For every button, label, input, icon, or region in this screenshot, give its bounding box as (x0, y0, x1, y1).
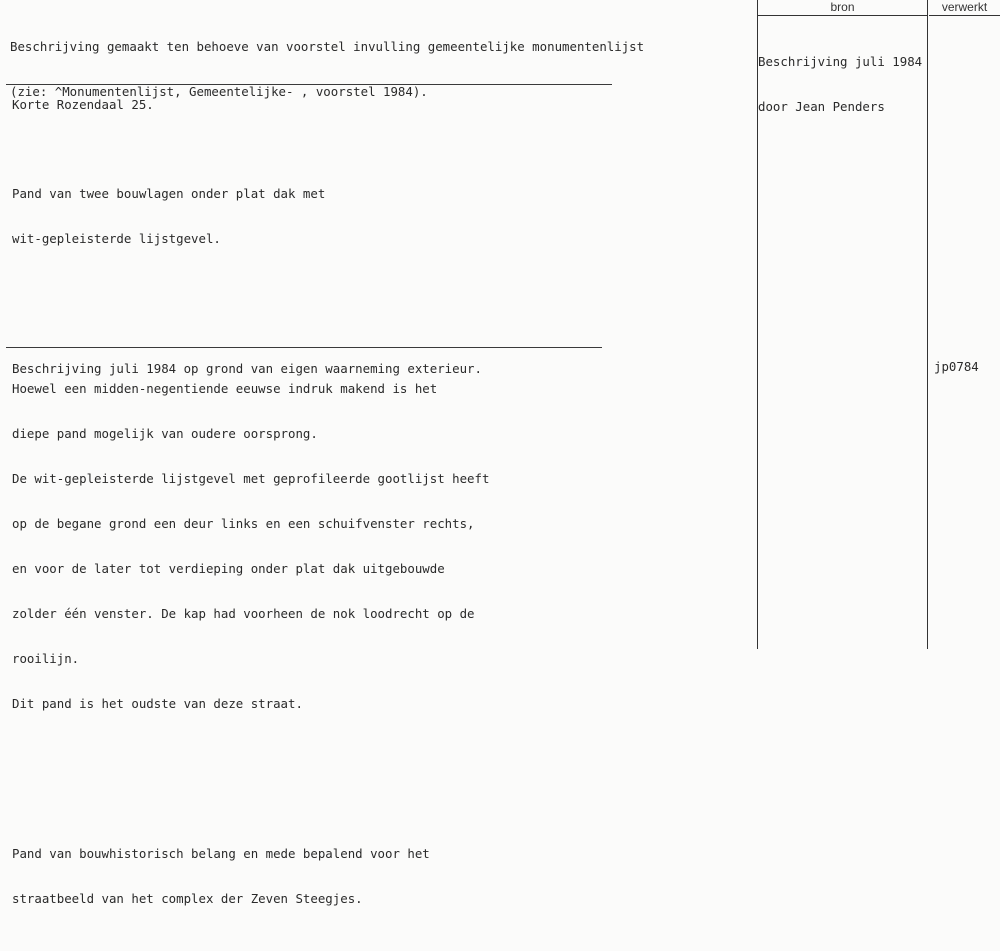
header-note-line: Beschrijving gemaakt ten behoeve van voorstel invulling gemeentelijke monumentenlijst (10, 39, 645, 54)
column-divider-right (927, 0, 928, 649)
paragraph (12, 351, 489, 741)
text-line: Hoewel een midden-negentiende eeuwse indruk makend is het (12, 381, 438, 396)
paragraph-gap (12, 771, 489, 786)
header-note-line: (zie: ^Monumentenlijst, Gemeentelijke- , voorstel 1984). (10, 84, 428, 99)
text-line: zolder één venster. De kap had voorheen de nok loodrecht op de (12, 606, 475, 621)
rule-top (6, 84, 612, 85)
text-line: De wit-gepleisterde lijstgevel met geprofileerde gootlijst heeft (12, 471, 490, 486)
text-line: Pand van bouwhistorisch belang en mede bepalend voor het (12, 846, 430, 861)
verwerkt-entry: jp0784 (934, 359, 979, 374)
text-line: diepe pand mogelijk van oudere oorsprong. (12, 426, 318, 441)
paragraph-gap (12, 306, 489, 321)
paragraph (12, 816, 489, 936)
text-line: straatbeeld van het complex der Zeven Steegjes. (12, 891, 363, 906)
text-line: rooilijn. (12, 651, 80, 666)
text-line: en voor de later tot verdieping onder plat dak uitgebouwde (12, 561, 445, 576)
text-line: wit-gepleisterde lijstgevel. (12, 231, 221, 246)
description-body (12, 126, 489, 951)
address-heading: Korte Rozendaal 25. (12, 97, 154, 112)
bron-line: Beschrijving juli 1984 (758, 54, 923, 69)
text-line: op de begane grond een deur links en een schuifvenster rechts, (12, 516, 475, 531)
bron-line: door Jean Penders (758, 99, 885, 114)
bron-entry (758, 24, 922, 129)
footer-note: Beschrijving juli 1984 op grond van eigen waarneming exterieur. (12, 361, 482, 376)
text-line: Dit pand is het oudste van deze straat. (12, 696, 303, 711)
column-header-bron: bron (758, 0, 927, 16)
paragraph (12, 156, 489, 276)
column-header-verwerkt: verwerkt (929, 0, 1000, 16)
text-line: Pand van twee bouwlagen onder plat dak met (12, 186, 326, 201)
